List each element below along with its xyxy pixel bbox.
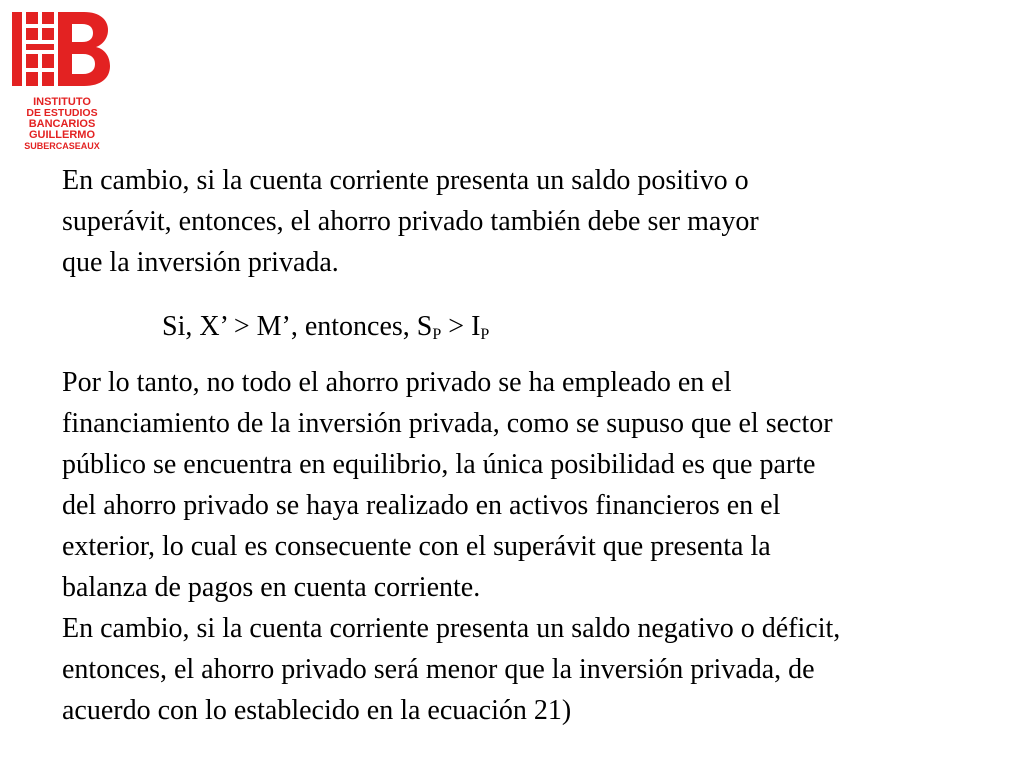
formula-subscript-1: P — [432, 326, 442, 343]
logo-line-2: DE ESTUDIOS — [26, 107, 98, 119]
paragraph-positive-balance — [62, 160, 759, 283]
text-line: financiamiento de la inversión privada, como se supuso que el sector — [62, 408, 833, 439]
logo-line-4: GUILLERMO — [29, 129, 95, 141]
text-line: exterior, lo cual es consecuente con el superávit que presenta la — [62, 531, 771, 562]
text-line: superávit, entonces, el ahorro privado también debe ser mayor — [62, 206, 759, 237]
savings-investment-formula — [162, 306, 489, 355]
text-line: balanza de pagos en cuenta corriente. — [62, 572, 481, 603]
text-line: entonces, el ahorro privado será menor que la inversión privada, de — [62, 654, 815, 685]
text-line: Por lo tanto, no todo el ahorro privado se ha empleado en el — [62, 367, 732, 398]
institute-logo-text — [12, 97, 112, 152]
logo-line-3: BANCARIOS — [28, 118, 96, 130]
text-line: que la inversión privada. — [62, 247, 339, 278]
logo-line-1: INSTITUTO — [33, 96, 91, 108]
logo-line-5: SUBERCASEAUX — [24, 141, 100, 151]
text-line: del ahorro privado se haya realizado en activos financieros en el — [62, 490, 781, 521]
formula-middle: > I — [441, 311, 481, 342]
text-line: En cambio, si la cuenta corriente presenta un saldo negativo o déficit, — [62, 613, 841, 644]
formula-subscript-2: P — [480, 326, 490, 343]
institute-logo — [10, 12, 110, 162]
text-line: acuerdo con lo establecido en la ecuación 21) — [62, 695, 572, 726]
text-line: En cambio, si la cuenta corriente presenta un saldo positivo o — [62, 165, 749, 196]
institute-logo-mark — [12, 12, 112, 86]
formula-prefix: Si, X’ > M’, entonces, S — [162, 311, 433, 342]
text-line: público se encuentra en equilibrio, la única posibilidad es que parte — [62, 449, 816, 480]
paragraph-conclusion — [62, 362, 840, 731]
